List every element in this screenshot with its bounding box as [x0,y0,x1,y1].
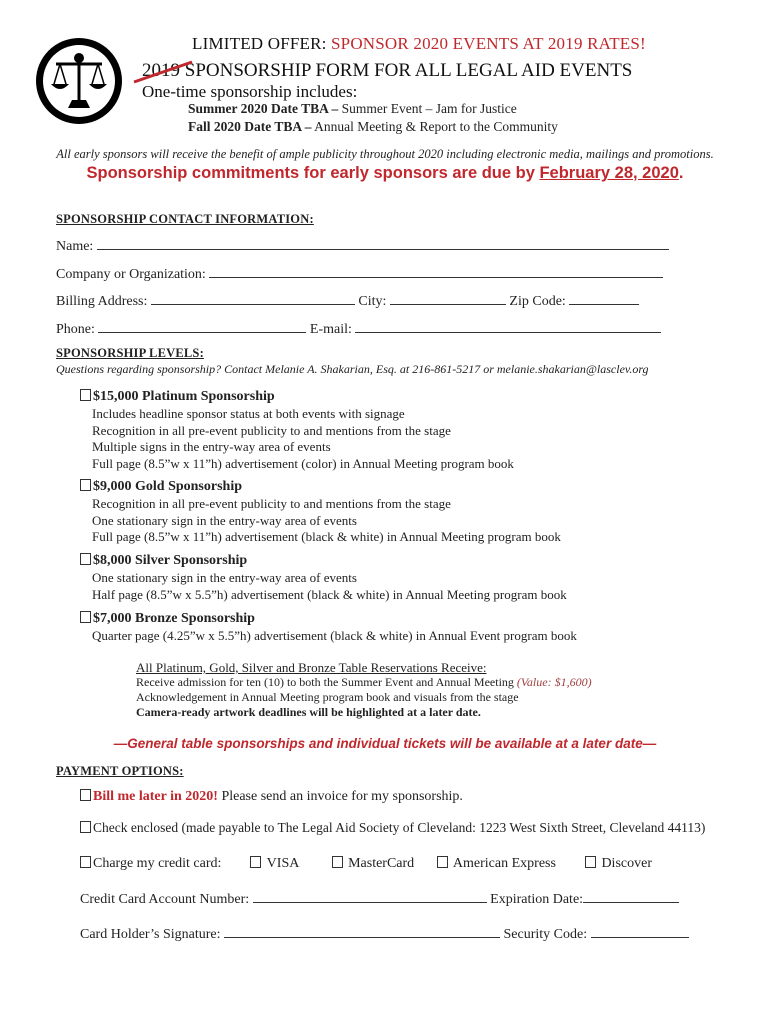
name-row [56,238,669,255]
city-field[interactable] [390,293,506,305]
offer-highlight: SPONSOR 2020 EVENTS AT 2019 RATES! [331,34,646,53]
gold-title: $9,000 Gold Sponsorship [93,479,242,494]
levels-heading: SPONSORSHIP LEVELS: [56,346,204,360]
mastercard-checkbox[interactable] [332,856,343,868]
limited-offer-banner [192,34,646,54]
benefit-line: Recognition in all pre-event publicity to and mentions from the stage [92,422,451,438]
benefit-line: Multiple signs in the entry-way area of events [92,439,331,454]
bronze-benefits [92,628,577,645]
level-silver [80,553,247,569]
platinum-checkbox[interactable] [80,389,91,401]
payment-credit-card [80,856,652,872]
billing-address-field[interactable] [151,293,355,305]
card-account-row [80,891,679,908]
offer-prefix: LIMITED OFFER: [192,34,327,53]
company-field[interactable] [209,266,663,278]
account-number-label: Credit Card Account Number: [80,892,250,907]
amex-checkbox[interactable] [437,856,448,868]
payment-bill-later [80,789,463,805]
platinum-title: $15,000 Platinum Sponsorship [93,389,275,404]
commitment-deadline [0,164,770,183]
event-summer-date: Summer 2020 Date TBA – [188,101,339,116]
credit-card-checkbox[interactable] [80,856,91,868]
visa-label: VISA [266,856,299,871]
table-line-artwork: Camera-ready artwork deadlines will be highlighted at a later date. [136,705,481,719]
table-admission-text: Receive admission for ten (10) to both the Summer Event and Annual Meeting [136,675,517,689]
benefit-line: Quarter page (4.25”w x 5.5”h) advertisement (black & white) in Annual Event program book [92,628,577,643]
bronze-checkbox[interactable] [80,611,91,623]
event-summer-desc: Summer Event – Jam for Justice [338,101,517,116]
platinum-benefits [92,406,514,472]
mastercard-label: MasterCard [348,856,415,871]
level-gold [80,479,242,495]
zip-label: Zip Code: [509,294,566,309]
commitment-text: Sponsorship commitments for early sponsors are due by [86,164,540,182]
email-label: E-mail: [309,322,352,337]
expiration-date-field[interactable] [583,891,679,903]
security-code-field[interactable] [591,926,689,938]
event-fall-desc: Annual Meeting & Report to the Community [311,119,558,134]
includes-heading: One-time sponsorship includes: [142,82,358,101]
bill-later-text: Please send an invoice for my sponsorship. [217,789,463,804]
level-platinum [80,389,275,405]
legal-aid-logo [34,36,124,126]
phone-field[interactable] [98,321,306,333]
form-title: 2019 SPONSORSHIP FORM FOR ALL LEGAL AID EVENTS [142,60,633,81]
benefit-line: Includes headline sponsor status at both events with signage [92,406,405,421]
discover-label: Discover [601,856,652,871]
bill-later-label: Bill me later in 2020! [93,789,218,804]
general-sponsorship-note: —General table sponsorships and individual tickets will be available at a later date— [113,736,657,751]
event-fall-date: Fall 2020 Date TBA – [188,119,312,134]
security-code-label: Security Code: [503,927,588,942]
card-signature-row [80,926,689,943]
silver-title: $8,000 Silver Sponsorship [93,553,248,568]
sponsorship-contact-question: Questions regarding sponsorship? Contact Melanie A. Shakarian, Esq. at 216-861-5217 or melanie.shakarian@lasclev.org [56,362,649,376]
payment-heading: PAYMENT OPTIONS: [56,764,184,778]
table-admission-value: (Value: $1,600) [516,675,592,689]
bill-later-checkbox[interactable] [80,789,91,801]
check-enclosed-label: Check enclosed (made payable to The Legal Aid Society of Cleveland: 1223 West Sixth Street, Cleveland 44113) [93,820,706,835]
billing-label: Billing Address: [56,294,148,309]
amex-label: American Express [452,856,556,871]
phone-row [56,321,661,338]
billing-row [56,293,639,310]
early-sponsor-benefit: All early sponsors will receive the benefit of ample publicity throughout 2020 including electronic media, mailings and promotions. [56,147,714,161]
payment-check [80,820,705,836]
credit-card-label: Charge my credit card: [93,856,222,871]
benefit-line: Full page (8.5”w x 11”h) advertisement (color) in Annual Meeting program book [92,455,514,471]
event-summer [188,101,517,117]
benefit-line: Full page (8.5”w x 11”h) advertisement (black & white) in Annual Meeting program book [92,529,561,544]
gold-checkbox[interactable] [80,479,91,491]
zip-code-field[interactable] [569,293,639,305]
company-row [56,266,663,283]
level-bronze [80,611,255,627]
discover-checkbox[interactable] [585,856,596,868]
phone-label: Phone: [56,322,95,337]
city-label: City: [358,294,387,309]
benefit-line: One stationary sign in the entry-way area of events [92,570,357,585]
signature-label: Card Holder’s Signature: [80,927,221,942]
table-line-admission [136,675,592,690]
bronze-title: $7,000 Bronze Sponsorship [93,611,255,626]
table-reservation-info [136,660,592,720]
visa-checkbox[interactable] [250,856,261,868]
benefit-line: Half page (8.5”w x 5.5”h) advertisement (black & white) in Annual Meeting program book [92,586,567,602]
benefit-line: Recognition in all pre-event publicity to and mentions from the stage [92,496,451,511]
signature-field[interactable] [224,926,500,938]
contact-heading: SPONSORSHIP CONTACT INFORMATION: [56,212,314,226]
table-heading: All Platinum, Gold, Silver and Bronze Table Reservations Receive: [136,660,487,675]
commitment-end: . [678,164,684,182]
company-label: Company or Organization: [56,267,206,282]
commitment-date: February 28, 2020 [539,164,679,182]
expiration-label: Expiration Date: [490,892,584,907]
account-number-field[interactable] [253,891,487,903]
email-field[interactable] [355,321,661,333]
silver-benefits [92,570,567,603]
check-enclosed-checkbox[interactable] [80,821,91,833]
gold-benefits [92,496,561,546]
name-field[interactable] [97,238,669,250]
table-line-acknowledgement: Acknowledgement in Annual Meeting program book and visuals from the stage [136,690,519,704]
silver-checkbox[interactable] [80,553,91,565]
benefit-line: One stationary sign in the entry-way area of events [92,512,357,528]
name-label: Name: [56,239,94,254]
event-fall [188,119,558,135]
